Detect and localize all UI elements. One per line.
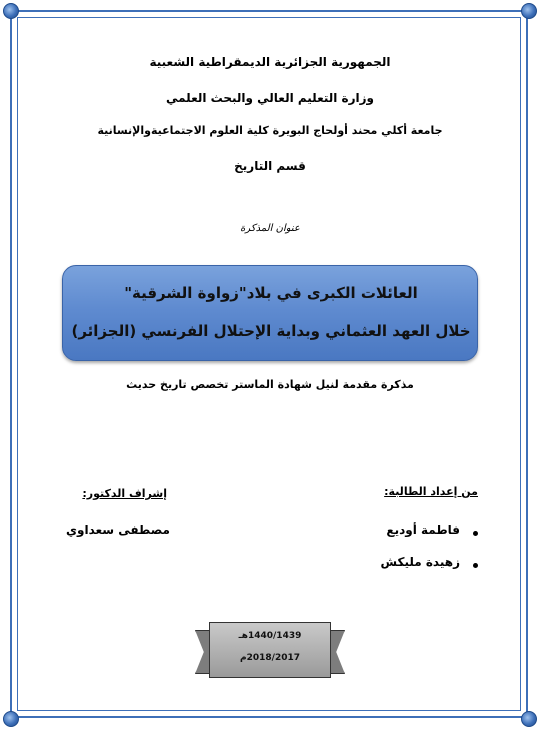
corner-ornament-icon: [3, 3, 19, 19]
year-scroll-banner: [195, 618, 345, 682]
ministry-line: وزارة التعليم العالي والبحث العلمي: [165, 91, 375, 105]
republic-line: الجمهورية الجزائرية الديمقراطية الشعبية: [149, 55, 391, 69]
students-heading: من إعداد الطالبة:: [384, 485, 478, 498]
student-name-1: فاطمة أوديع: [386, 523, 460, 537]
department-line: قسم التاريخ: [234, 159, 306, 173]
year-gregorian: 2018/2017م: [240, 653, 300, 663]
page-border-inner: [17, 17, 521, 711]
memo-subtitle: مذكرة مقدمة لنيل شهادة الماستر تخصص تاريخ حديث: [126, 378, 414, 391]
year-hijri: 1440/1439هـ: [238, 631, 302, 641]
student-name-2: زهيدة مليكش: [380, 555, 460, 569]
title-banner: [62, 265, 478, 361]
supervisor-name: مصطفى سعداوي: [66, 523, 170, 537]
title-line-2: خلال العهد العثماني وبداية الإحتلال الفرنسي (الجزائر): [71, 322, 471, 340]
corner-ornament-icon: [3, 711, 19, 727]
title-line-1: العائلات الكبرى في بلاد"زواوة الشرقية": [124, 284, 418, 302]
memo-title-label: عنوان المذكرة: [240, 223, 300, 234]
supervisor-heading: إشراف الدكتور:: [82, 487, 167, 500]
university-line: جامعة أكلي محند أولحاج البويرة كلية العلوم الاجتماعيةوالإنسانية: [97, 124, 443, 137]
bullet-icon: [473, 563, 478, 568]
bullet-icon: [473, 531, 478, 536]
corner-ornament-icon: [521, 711, 537, 727]
corner-ornament-icon: [521, 3, 537, 19]
